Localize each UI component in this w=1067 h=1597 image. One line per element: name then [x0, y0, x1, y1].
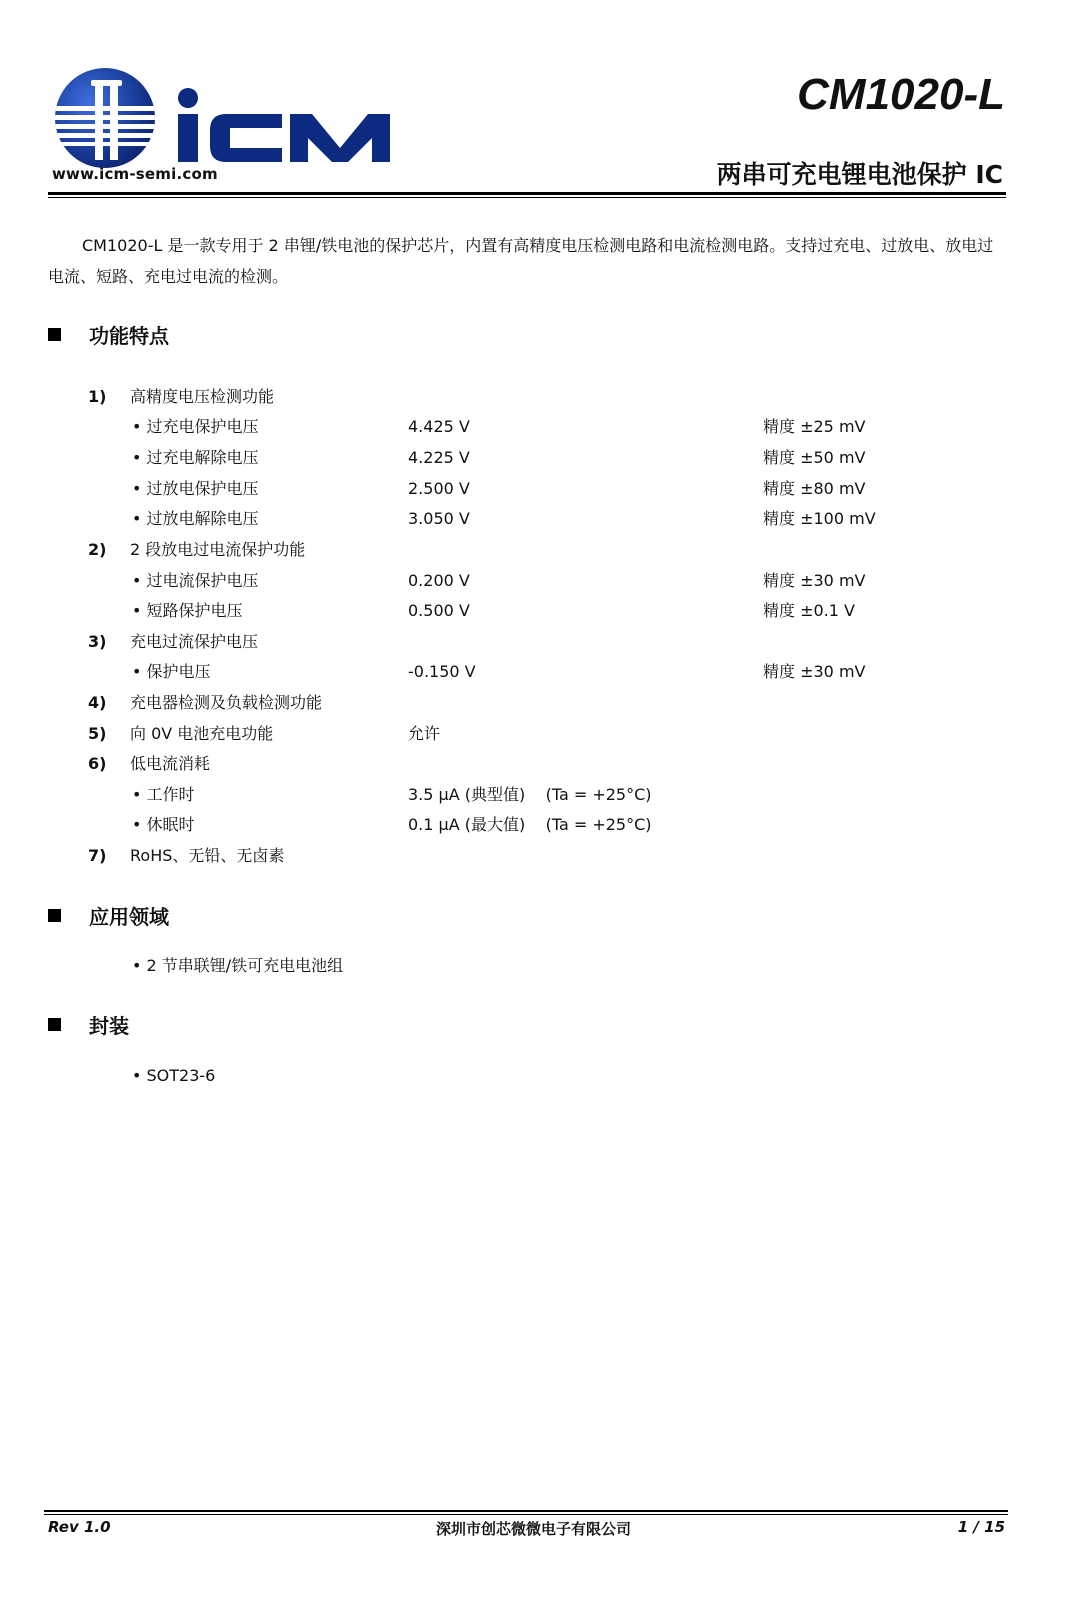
spec-value: 4.425 V	[408, 417, 470, 436]
intro-paragraph: CM1020-L 是一款专用于 2 串锂/铁电池的保护芯片，内置有高精度电压检测电路和电流检测电路。支持过充电、过放电、放电过电流、短路、充电过电流的检测。	[48, 236, 994, 286]
page-number: 1 / 15	[957, 1518, 1005, 1536]
spec-row	[0, 443, 1067, 473]
document-title: CM1020-L	[797, 70, 1005, 119]
features-heading	[48, 320, 169, 349]
feature-row	[0, 688, 1067, 718]
revision-label: Rev 1.0	[48, 1518, 111, 1536]
icm-logo	[50, 68, 410, 178]
feature-number: 5)	[88, 724, 107, 743]
feature-number: 4)	[88, 693, 107, 712]
spec-accuracy: 精度 ±100 mV	[763, 509, 876, 528]
list-item	[0, 951, 1067, 981]
feature-number: 6)	[88, 754, 107, 773]
feature-row	[0, 535, 1067, 565]
spec-value: 3.5 μA (典型值) (Ta = +25°C)	[408, 785, 652, 804]
feature-row	[0, 719, 1067, 749]
spec-label: • 休眠时	[132, 815, 195, 834]
feature-number: 7)	[88, 846, 107, 865]
feature-label: 2 段放电过电流保护功能	[130, 540, 306, 559]
feature-row	[0, 382, 1067, 412]
spec-row	[0, 596, 1067, 626]
spec-label: • 过放电解除电压	[132, 509, 259, 528]
spec-value: 0.200 V	[408, 571, 470, 590]
spec-accuracy: 精度 ±30 mV	[763, 662, 866, 681]
application-item: • 2 节串联锂/铁可充电电池组	[132, 956, 344, 975]
document-subtitle: 两串可充电锂电池保护 IC	[716, 160, 1003, 189]
list-item	[0, 1061, 1067, 1091]
header-divider	[48, 192, 1006, 195]
feature-label: 向 0V 电池充电功能	[130, 724, 274, 743]
spec-value: 0.500 V	[408, 601, 470, 620]
applications-heading-text: 应用领域	[89, 905, 169, 929]
spec-value: 4.225 V	[408, 448, 470, 467]
header-divider-thin	[48, 197, 1006, 198]
spec-value: -0.150 V	[408, 662, 476, 681]
square-bullet-icon	[48, 909, 61, 922]
feature-row	[0, 841, 1067, 871]
spec-accuracy: 精度 ±30 mV	[763, 571, 866, 590]
feature-number: 1)	[88, 387, 107, 406]
spec-label: • 保护电压	[132, 662, 211, 681]
square-bullet-icon	[48, 1018, 61, 1031]
feature-number: 3)	[88, 632, 107, 651]
spec-row	[0, 504, 1067, 534]
spec-row	[0, 657, 1067, 687]
spec-row	[0, 566, 1067, 596]
spec-row	[0, 810, 1067, 840]
company-name: 深圳市创芯微微电子有限公司	[435, 1520, 631, 1538]
square-bullet-icon	[48, 328, 61, 341]
feature-label: RoHS、无铅、无卤素	[130, 846, 285, 865]
spec-label: • 短路保护电压	[132, 601, 243, 620]
spec-label: • 过充电解除电压	[132, 448, 259, 467]
spec-accuracy: 精度 ±80 mV	[763, 479, 866, 498]
feature-label: 高精度电压检测功能	[130, 387, 275, 406]
spec-row	[0, 474, 1067, 504]
spec-label: • 过放电保护电压	[132, 479, 259, 498]
package-heading-text: 封装	[89, 1014, 129, 1038]
feature-label: 充电过流保护电压	[130, 632, 259, 651]
footer-divider-thin	[44, 1514, 1008, 1515]
features-heading-text: 功能特点	[89, 324, 169, 348]
feature-label: 低电流消耗	[130, 754, 211, 773]
footer-divider	[44, 1510, 1008, 1512]
package-item: • SOT23-6	[132, 1066, 216, 1085]
website-url: www.icm-semi.com	[52, 165, 218, 183]
spec-value: 0.1 μA (最大值) (Ta = +25°C)	[408, 815, 652, 834]
spec-accuracy: 精度 ±25 mV	[763, 417, 866, 436]
feature-number: 2)	[88, 540, 107, 559]
spec-label: • 工作时	[132, 785, 195, 804]
feature-label: 充电器检测及负载检测功能	[130, 693, 323, 712]
spec-row	[0, 780, 1067, 810]
spec-label: • 过充电保护电压	[132, 417, 259, 436]
spec-value: 3.050 V	[408, 509, 470, 528]
spec-accuracy: 精度 ±50 mV	[763, 448, 866, 467]
feature-row	[0, 749, 1067, 779]
package-heading	[48, 1010, 129, 1039]
spec-row	[0, 412, 1067, 442]
feature-value: 允许	[408, 724, 441, 743]
feature-row	[0, 627, 1067, 657]
spec-accuracy: 精度 ±0.1 V	[763, 601, 855, 620]
spec-label: • 过电流保护电压	[132, 571, 259, 590]
applications-heading	[48, 901, 169, 930]
spec-value: 2.500 V	[408, 479, 470, 498]
